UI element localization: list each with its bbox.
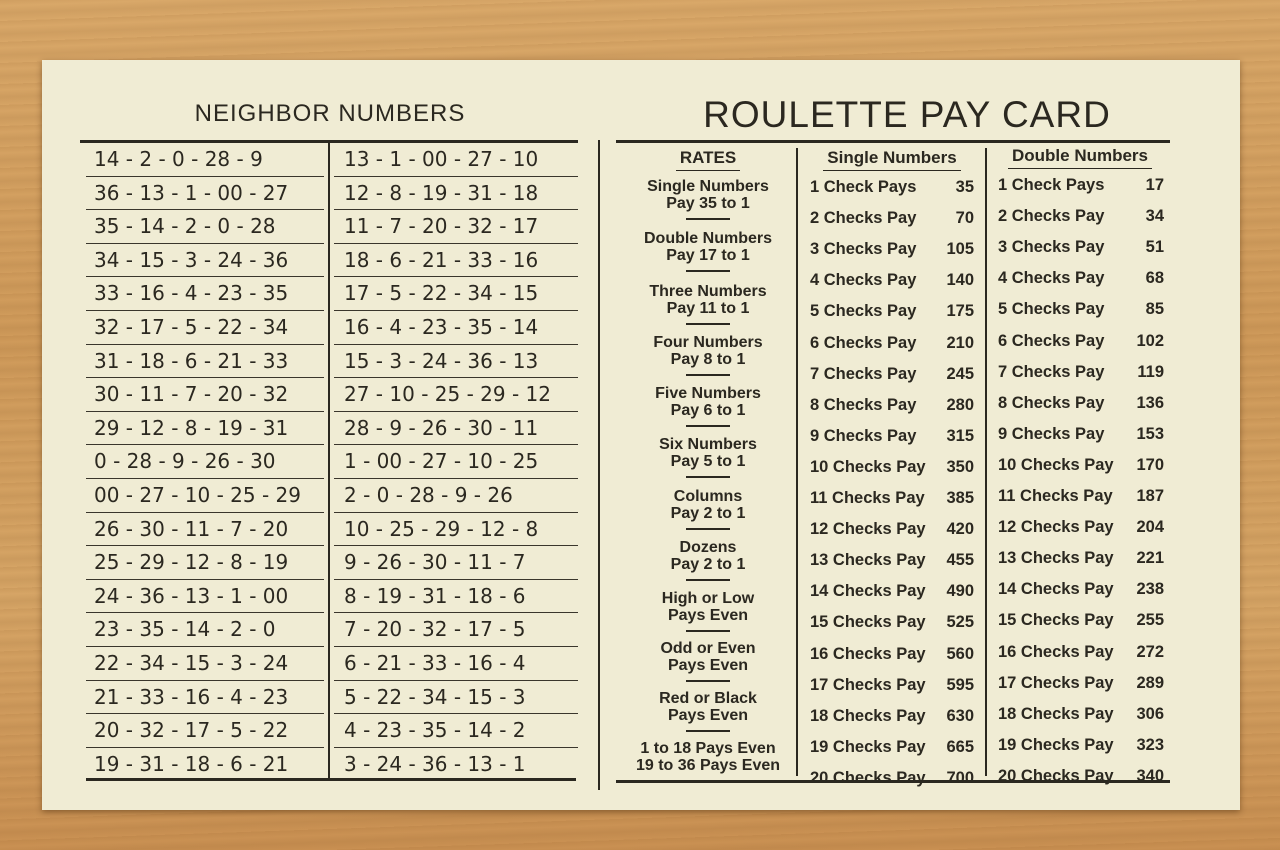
double-numbers-row bbox=[998, 456, 1164, 475]
rate-payout: Pays Even bbox=[667, 607, 749, 624]
rate-payout: Pay 17 to 1 bbox=[666, 247, 750, 264]
single-numbers-row bbox=[810, 302, 974, 321]
neighbor-row bbox=[80, 513, 578, 547]
double-numbers-payout-amount: 289 bbox=[1136, 673, 1164, 692]
single-numbers-row bbox=[810, 271, 974, 290]
rate-bet-type: Columns bbox=[673, 488, 743, 505]
section-divider bbox=[598, 140, 600, 790]
double-numbers-payout-amount: 187 bbox=[1136, 487, 1164, 505]
neighbor-row bbox=[80, 613, 578, 647]
rate-entry bbox=[616, 690, 800, 732]
neighbor-left-cell: 35 - 14 - 2 - 0 - 28 bbox=[86, 210, 324, 244]
rate-bet-type: Double Numbers bbox=[643, 230, 772, 247]
single-numbers-row bbox=[810, 645, 974, 664]
single-numbers-checks-label: 20 Checks Pay bbox=[810, 768, 926, 787]
double-numbers-payout-amount: 17 bbox=[1145, 176, 1164, 194]
single-numbers-payout-amount: 140 bbox=[946, 271, 974, 290]
single-numbers-checks-label: 19 Checks Pay bbox=[810, 737, 926, 756]
single-numbers-row bbox=[810, 769, 974, 788]
double-numbers-checks-label: 7 Checks Pay bbox=[998, 362, 1105, 381]
single-numbers-row bbox=[810, 738, 974, 757]
single-numbers-checks-label: 7 Checks Pay bbox=[810, 364, 917, 383]
double-numbers-payout-amount: 102 bbox=[1136, 331, 1164, 350]
double-numbers-payout-amount: 272 bbox=[1136, 642, 1164, 661]
single-numbers-header-label: Single Numbers bbox=[823, 148, 960, 171]
neighbor-right-cell: 2 - 0 - 28 - 9 - 26 bbox=[334, 479, 578, 513]
double-numbers-payout-amount: 221 bbox=[1136, 549, 1164, 568]
single-numbers-checks-label: 1 Check Pays bbox=[810, 178, 917, 196]
double-numbers-checks-label: 5 Checks Pay bbox=[998, 300, 1105, 319]
single-numbers-checks-label: 14 Checks Pay bbox=[810, 582, 926, 601]
single-numbers-payout-amount: 175 bbox=[946, 302, 974, 321]
double-numbers-row bbox=[998, 549, 1164, 568]
neighbor-right-cell: 13 - 1 - 00 - 27 - 10 bbox=[334, 143, 578, 177]
double-numbers-checks-label: 13 Checks Pay bbox=[998, 549, 1114, 568]
rate-bet-type: Six Numbers bbox=[659, 436, 757, 453]
double-numbers-payout-amount: 68 bbox=[1145, 269, 1164, 288]
neighbor-right-cell: 10 - 25 - 29 - 12 - 8 bbox=[334, 513, 578, 547]
neighbor-row bbox=[80, 277, 578, 311]
neighbor-left-cell: 26 - 30 - 11 - 7 - 20 bbox=[86, 513, 324, 547]
double-numbers-row bbox=[998, 425, 1164, 444]
single-numbers-row bbox=[810, 209, 974, 228]
neighbor-left-cell: 33 - 16 - 4 - 23 - 35 bbox=[86, 277, 324, 311]
neighbor-left-cell: 14 - 2 - 0 - 28 - 9 bbox=[86, 143, 324, 177]
double-numbers-row bbox=[998, 580, 1164, 599]
single-numbers-payout-amount: 315 bbox=[946, 426, 974, 445]
rate-separator bbox=[686, 579, 730, 581]
neighbor-right-cell: 7 - 20 - 32 - 17 - 5 bbox=[334, 613, 578, 647]
double-numbers-payout-amount: 136 bbox=[1136, 393, 1164, 412]
double-numbers-payout-amount: 204 bbox=[1136, 518, 1164, 537]
neighbor-row bbox=[80, 714, 578, 748]
double-numbers-row bbox=[998, 269, 1164, 288]
single-numbers-payout-amount: 35 bbox=[955, 178, 974, 196]
neighbor-row bbox=[80, 311, 578, 345]
single-column-divider bbox=[985, 148, 987, 776]
neighbor-right-cell: 28 - 9 - 26 - 30 - 11 bbox=[334, 412, 578, 446]
neighbor-row bbox=[80, 412, 578, 446]
rate-entry bbox=[616, 385, 800, 427]
double-numbers-header-label: Double Numbers bbox=[1008, 146, 1152, 169]
neighbor-right-cell: 16 - 4 - 23 - 35 - 14 bbox=[334, 311, 578, 345]
single-numbers-payout-amount: 665 bbox=[946, 737, 974, 756]
rate-bet-type: High or Low bbox=[661, 590, 755, 607]
neighbor-right-cell: 9 - 26 - 30 - 11 - 7 bbox=[334, 546, 578, 580]
single-numbers-row bbox=[810, 365, 974, 384]
single-numbers-row bbox=[810, 458, 974, 477]
neighbor-left-cell: 20 - 32 - 17 - 5 - 22 bbox=[86, 714, 324, 748]
single-numbers-checks-label: 15 Checks Pay bbox=[810, 613, 926, 632]
single-numbers-payout-amount: 595 bbox=[946, 675, 974, 694]
neighbor-right-cell: 1 - 00 - 27 - 10 - 25 bbox=[334, 445, 578, 479]
neighbor-right-cell: 6 - 21 - 33 - 16 - 4 bbox=[334, 647, 578, 681]
rate-entry bbox=[616, 539, 800, 581]
double-numbers-row bbox=[998, 332, 1164, 351]
pay-top-rule bbox=[616, 140, 1170, 143]
neighbor-left-cell: 00 - 27 - 10 - 25 - 29 bbox=[86, 479, 324, 513]
single-numbers-checks-label: 16 Checks Pay bbox=[810, 644, 926, 663]
double-numbers-checks-label: 3 Checks Pay bbox=[998, 238, 1105, 257]
neighbor-left-cell: 36 - 13 - 1 - 00 - 27 bbox=[86, 177, 324, 211]
single-numbers-checks-label: 4 Checks Pay bbox=[810, 271, 917, 290]
neighbor-row bbox=[80, 647, 578, 681]
rate-entry bbox=[616, 230, 800, 272]
single-numbers-payout-amount: 350 bbox=[946, 457, 974, 476]
rate-entry bbox=[616, 488, 800, 530]
double-numbers-row bbox=[998, 176, 1164, 195]
double-numbers-payout-amount: 255 bbox=[1136, 611, 1164, 630]
single-numbers-row bbox=[810, 676, 974, 695]
double-numbers-checks-label: 16 Checks Pay bbox=[998, 642, 1114, 661]
neighbor-right-cell: 11 - 7 - 20 - 32 - 17 bbox=[334, 210, 578, 244]
neighbor-left-cell: 0 - 28 - 9 - 26 - 30 bbox=[86, 445, 324, 479]
rate-payout: Pay 5 to 1 bbox=[670, 453, 746, 470]
double-numbers-checks-label: 1 Check Pays bbox=[998, 176, 1105, 194]
single-numbers-checks-label: 10 Checks Pay bbox=[810, 457, 926, 476]
single-numbers-checks-label: 12 Checks Pay bbox=[810, 520, 926, 539]
double-numbers-checks-label: 9 Checks Pay bbox=[998, 424, 1105, 443]
rate-bet-type: Five Numbers bbox=[655, 385, 761, 402]
double-numbers-payout-amount: 238 bbox=[1136, 580, 1164, 599]
rate-entry bbox=[616, 590, 800, 632]
double-numbers-checks-label: 8 Checks Pay bbox=[998, 393, 1105, 412]
single-numbers-header bbox=[802, 148, 982, 171]
neighbor-right-cell: 17 - 5 - 22 - 34 - 15 bbox=[334, 277, 578, 311]
single-numbers-row bbox=[810, 334, 974, 353]
neighbor-left-cell: 19 - 31 - 18 - 6 - 21 bbox=[94, 751, 289, 776]
rate-entry bbox=[616, 640, 800, 682]
double-numbers-row bbox=[998, 611, 1164, 630]
double-numbers-row bbox=[998, 518, 1164, 537]
neighbor-left-cell: 23 - 35 - 14 - 2 - 0 bbox=[86, 613, 324, 647]
single-numbers-checks-label: 5 Checks Pay bbox=[810, 302, 917, 321]
single-numbers-payout-amount: 245 bbox=[946, 364, 974, 383]
neighbor-right-cell: 3 - 24 - 36 - 13 - 1 bbox=[344, 751, 526, 776]
single-numbers-payout-amount: 280 bbox=[946, 395, 974, 414]
single-numbers-checks-label: 3 Checks Pay bbox=[810, 240, 917, 259]
single-numbers-checks-label: 13 Checks Pay bbox=[810, 551, 926, 570]
rate-bet-type: Four Numbers bbox=[653, 334, 763, 351]
neighbor-right-cell: 27 - 10 - 25 - 29 - 12 bbox=[334, 378, 578, 412]
double-numbers-checks-label: 10 Checks Pay bbox=[998, 455, 1114, 474]
neighbor-right-cell: 12 - 8 - 19 - 31 - 18 bbox=[334, 177, 578, 211]
rate-separator bbox=[686, 476, 730, 478]
single-numbers-row bbox=[810, 582, 974, 601]
roulette-pay-card bbox=[42, 60, 1240, 810]
single-numbers-row bbox=[810, 489, 974, 508]
rate-payout: Pay 35 to 1 bbox=[666, 195, 750, 212]
neighbor-row bbox=[80, 378, 578, 412]
single-numbers-checks-label: 8 Checks Pay bbox=[810, 395, 917, 414]
single-numbers-payout-amount: 630 bbox=[946, 706, 974, 725]
double-numbers-payout-amount: 323 bbox=[1136, 735, 1164, 754]
double-numbers-checks-label: 2 Checks Pay bbox=[998, 207, 1105, 226]
single-numbers-row bbox=[810, 396, 974, 415]
rate-entry bbox=[616, 283, 800, 325]
neighbor-right-cell: 5 - 22 - 34 - 15 - 3 bbox=[334, 681, 578, 715]
double-numbers-row bbox=[998, 238, 1164, 257]
single-numbers-row bbox=[810, 707, 974, 726]
rate-payout: Pays Even bbox=[667, 657, 749, 674]
double-numbers-checks-label: 18 Checks Pay bbox=[998, 704, 1114, 723]
single-numbers-row bbox=[810, 613, 974, 632]
single-numbers-row bbox=[810, 551, 974, 570]
double-numbers-checks-label: 4 Checks Pay bbox=[998, 269, 1105, 288]
rate-entry bbox=[616, 436, 800, 478]
neighbor-row bbox=[80, 244, 578, 278]
rate-bet-type: Single Numbers bbox=[647, 178, 769, 195]
single-numbers-checks-label: 17 Checks Pay bbox=[810, 675, 926, 694]
rate-payout: Pay 2 to 1 bbox=[670, 556, 746, 573]
single-numbers-row bbox=[810, 427, 974, 446]
single-numbers-row bbox=[810, 520, 974, 539]
neighbor-row bbox=[80, 479, 578, 513]
rate-entry bbox=[616, 178, 800, 220]
single-numbers-checks-label: 11 Checks Pay bbox=[810, 489, 925, 507]
neighbor-row bbox=[80, 143, 578, 177]
double-numbers-checks-label: 15 Checks Pay bbox=[998, 611, 1114, 630]
double-numbers-checks-label: 19 Checks Pay bbox=[998, 735, 1114, 754]
rate-separator bbox=[686, 730, 730, 732]
double-numbers-row bbox=[998, 643, 1164, 662]
neighbor-left-cell: 32 - 17 - 5 - 22 - 34 bbox=[86, 311, 324, 345]
neighbor-row bbox=[80, 546, 578, 580]
single-numbers-checks-label: 6 Checks Pay bbox=[810, 333, 917, 352]
double-numbers-payout-amount: 85 bbox=[1145, 300, 1164, 319]
neighbor-row bbox=[80, 748, 578, 782]
double-numbers-row bbox=[998, 767, 1164, 786]
single-numbers-payout-amount: 70 bbox=[955, 209, 974, 228]
double-numbers-checks-label: 11 Checks Pay bbox=[998, 487, 1113, 505]
rate-payout: 19 to 36 Pays Even bbox=[635, 757, 781, 774]
single-numbers-payout-amount: 560 bbox=[946, 644, 974, 663]
rate-entry bbox=[616, 334, 800, 376]
single-numbers-payout-amount: 210 bbox=[946, 333, 974, 352]
rates-header bbox=[616, 148, 800, 171]
pay-card-title: ROULETTE PAY CARD bbox=[703, 94, 1111, 135]
rate-bet-type: Odd or Even bbox=[660, 640, 756, 657]
single-numbers-payout-amount: 105 bbox=[946, 240, 974, 259]
neighbor-right-cell: 8 - 19 - 31 - 18 - 6 bbox=[334, 580, 578, 614]
rate-payout: Pays Even bbox=[667, 707, 749, 724]
rate-payout: Pay 2 to 1 bbox=[670, 505, 746, 522]
neighbor-row bbox=[80, 210, 578, 244]
rate-bet-type: Dozens bbox=[679, 539, 737, 556]
double-numbers-row bbox=[998, 705, 1164, 724]
rate-payout: Pay 11 to 1 bbox=[666, 300, 750, 317]
single-numbers-payout-amount: 525 bbox=[946, 613, 974, 632]
double-numbers-row bbox=[998, 674, 1164, 693]
double-numbers-row bbox=[998, 207, 1164, 226]
neighbor-left-cell: 24 - 36 - 13 - 1 - 00 bbox=[86, 580, 324, 614]
neighbor-left-cell: 22 - 34 - 15 - 3 - 24 bbox=[86, 647, 324, 681]
double-numbers-checks-label: 17 Checks Pay bbox=[998, 673, 1114, 692]
rate-payout: Pay 8 to 1 bbox=[670, 351, 746, 368]
neighbor-left-cell: 34 - 15 - 3 - 24 - 36 bbox=[86, 244, 324, 278]
double-numbers-payout-amount: 119 bbox=[1137, 362, 1164, 381]
rates-header-label: RATES bbox=[676, 148, 740, 171]
double-numbers-row bbox=[998, 487, 1164, 506]
single-numbers-payout-amount: 455 bbox=[946, 551, 974, 570]
neighbor-row bbox=[80, 177, 578, 211]
neighbor-left-cell: 25 - 29 - 12 - 8 - 19 bbox=[86, 546, 324, 580]
double-numbers-row bbox=[998, 394, 1164, 413]
double-numbers-row bbox=[998, 736, 1164, 755]
double-numbers-payout-amount: 340 bbox=[1136, 766, 1164, 785]
neighbor-left-cell: 31 - 18 - 6 - 21 - 33 bbox=[86, 345, 324, 379]
double-numbers-row bbox=[998, 363, 1164, 382]
single-numbers-payout-amount: 385 bbox=[946, 489, 974, 507]
rate-separator bbox=[686, 323, 730, 325]
double-numbers-checks-label: 20 Checks Pay bbox=[998, 766, 1114, 785]
neighbor-row bbox=[80, 580, 578, 614]
double-numbers-payout-amount: 170 bbox=[1136, 455, 1164, 474]
rate-separator bbox=[686, 630, 730, 632]
double-numbers-payout-amount: 306 bbox=[1136, 704, 1164, 723]
rate-bet-type: 1 to 18 Pays Even bbox=[640, 740, 776, 757]
double-numbers-payout-amount: 51 bbox=[1145, 238, 1164, 257]
single-numbers-checks-label: 9 Checks Pay bbox=[810, 426, 917, 445]
single-numbers-payout-amount: 490 bbox=[946, 582, 974, 601]
neighbor-numbers-title: NEIGHBOR NUMBERS bbox=[194, 100, 466, 127]
single-numbers-row bbox=[810, 240, 974, 259]
rate-separator bbox=[686, 425, 730, 427]
double-numbers-checks-label: 12 Checks Pay bbox=[998, 518, 1114, 537]
single-numbers-row bbox=[810, 178, 974, 197]
double-numbers-header bbox=[992, 146, 1168, 169]
rate-payout: Pay 6 to 1 bbox=[670, 402, 746, 419]
neighbor-left-cell: 30 - 11 - 7 - 20 - 32 bbox=[86, 378, 324, 412]
rate-separator bbox=[686, 374, 730, 376]
single-numbers-payout-amount: 700 bbox=[946, 768, 974, 787]
double-numbers-checks-label: 6 Checks Pay bbox=[998, 331, 1105, 350]
neighbor-numbers-table bbox=[80, 140, 580, 780]
rate-bet-type: Red or Black bbox=[659, 690, 757, 707]
rate-separator bbox=[686, 218, 730, 220]
neighbor-left-cell: 21 - 33 - 16 - 4 - 23 bbox=[86, 681, 324, 715]
rate-separator bbox=[686, 680, 730, 682]
double-numbers-checks-label: 14 Checks Pay bbox=[998, 580, 1114, 599]
double-numbers-payout-amount: 153 bbox=[1136, 424, 1164, 443]
single-numbers-payout-amount: 420 bbox=[946, 520, 974, 539]
rate-separator bbox=[686, 270, 730, 272]
neighbor-right-cell: 15 - 3 - 24 - 36 - 13 bbox=[334, 345, 578, 379]
neighbor-row bbox=[80, 681, 578, 715]
neighbor-row bbox=[80, 345, 578, 379]
neighbor-right-cell: 18 - 6 - 21 - 33 - 16 bbox=[334, 244, 578, 278]
neighbor-left-cell: 29 - 12 - 8 - 19 - 31 bbox=[86, 412, 324, 446]
neighbor-right-cell: 4 - 23 - 35 - 14 - 2 bbox=[334, 714, 578, 748]
rate-separator bbox=[686, 528, 730, 530]
single-numbers-checks-label: 18 Checks Pay bbox=[810, 706, 926, 725]
rate-bet-type: Three Numbers bbox=[649, 283, 767, 300]
double-numbers-payout-amount: 34 bbox=[1145, 207, 1164, 226]
neighbor-row bbox=[80, 445, 578, 479]
rate-entry bbox=[616, 740, 800, 774]
single-numbers-checks-label: 2 Checks Pay bbox=[810, 209, 917, 228]
double-numbers-row bbox=[998, 300, 1164, 319]
